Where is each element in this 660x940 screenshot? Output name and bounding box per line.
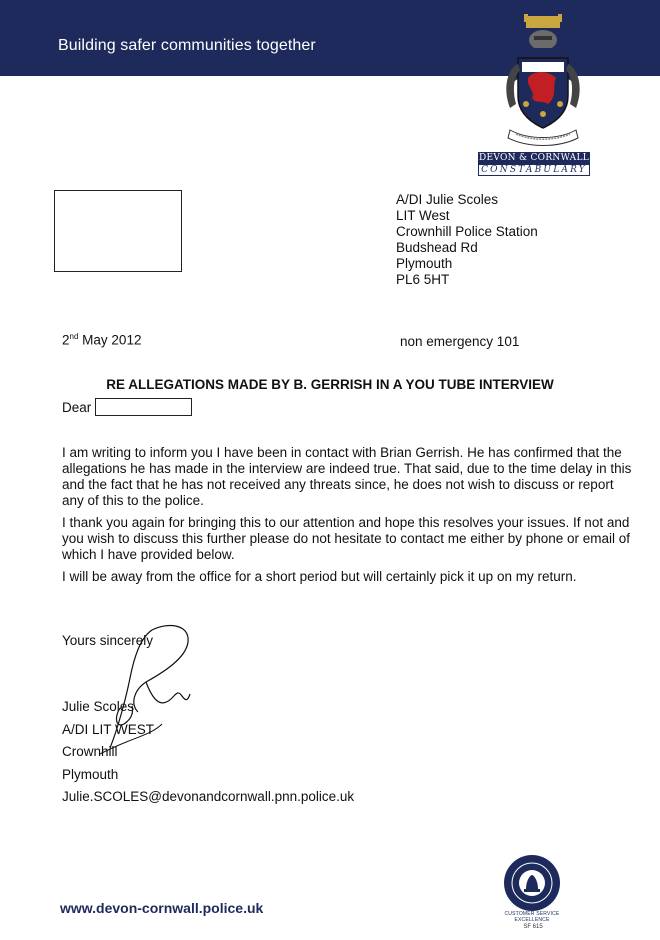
footer-website: www.devon-cornwall.police.uk: [60, 900, 264, 916]
address-line: LIT West: [396, 208, 450, 223]
force-name-line1: DEVON & CORNWALL: [478, 153, 590, 163]
address-line: Crownhill Police Station: [396, 224, 538, 239]
body-paragraph: I am writing to inform you I have been in contact with Brian Gerrish. He has confirmed that the allegations he has made in the interview are indeed true. That said, due to the time delay in this and the fact that he has not received any threats since, he does not wish to discuss or report any of this to the police.: [62, 445, 632, 508]
force-name-logo: [478, 152, 590, 176]
charter-caption: CUSTOMER SERVICE EXCELLENCE: [504, 911, 560, 923]
address-line: PL6 5HT: [396, 272, 450, 287]
handwritten-signature: [90, 618, 220, 758]
signatory-email: Julie.SCOLES@devonandcornwall.pnn.police.uk: [62, 789, 355, 804]
form-code: SF 615: [523, 924, 543, 930]
address-line: Plymouth: [396, 256, 453, 271]
police-crest-icon: [488, 8, 598, 154]
signatory-station: Crownhill: [62, 744, 118, 759]
sender-address: [396, 192, 538, 288]
signatory-name: Julie Scoles: [62, 699, 135, 714]
charter-mark-icon: [502, 853, 562, 913]
date-day: 2: [62, 332, 70, 348]
signatory-role: A/DI LIT WEST: [62, 721, 155, 737]
redacted-name-box: [95, 398, 192, 416]
tagline: Building safer communities together: [58, 37, 316, 54]
force-name-line2: CONSTABULARY: [478, 164, 590, 176]
body-paragraph: I thank you again for bringing this to our attention and hope this resolves your issues. If not and you wish to discuss this further please do not hesitate to contact me either by phone or email of which I have provided below.: [62, 515, 631, 562]
date-rest: May 2012: [78, 332, 142, 348]
closing: Yours sincerely: [62, 633, 154, 648]
date-suffix: nd: [69, 332, 79, 341]
phone-number: non emergency 101: [400, 334, 520, 349]
address-line: A/DI Julie Scoles: [396, 192, 499, 207]
greeting: Dear: [62, 400, 92, 415]
letter-subject: RE ALLEGATIONS MADE BY B. GERRISH IN A YOU TUBE INTERVIEW: [106, 377, 554, 392]
body-paragraph: I will be away from the office for a short period but will certainly pick it up on my return.: [62, 569, 577, 584]
signatory-city: Plymouth: [62, 766, 119, 782]
address-line: Budshead Rd: [396, 240, 478, 255]
letter-date: [62, 332, 141, 348]
recipient-address-box: [54, 190, 182, 272]
